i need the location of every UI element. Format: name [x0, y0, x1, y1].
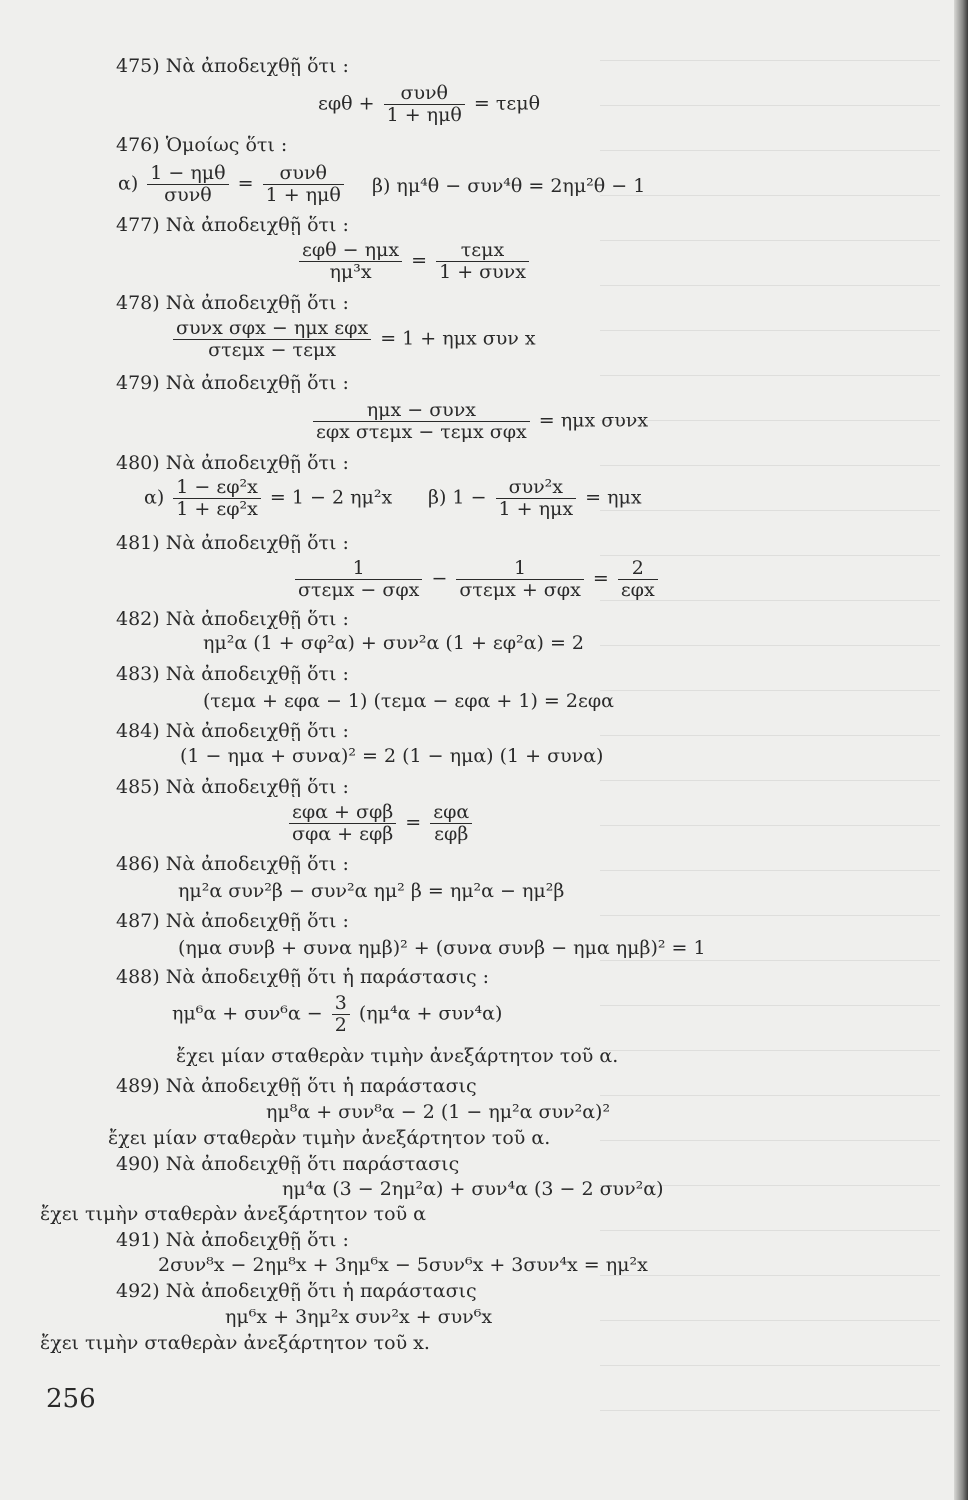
problem-475-lhs: εφθ +: [318, 92, 375, 115]
fraction-denominator: 2: [334, 1014, 347, 1036]
problem-481-fraction-3: [618, 558, 658, 601]
problem-480-label: 480) Νὰ ἀποδειχθῇ ὅτι :: [116, 452, 349, 474]
problem-480-a-rhs: = 1 − 2 ημ²x: [269, 486, 393, 509]
problem-478-label: 478) Νὰ ἀποδειχθῇ ὅτι :: [116, 292, 349, 314]
problem-488-expr-rhs: (ημ⁴α + συν⁴α): [358, 1002, 503, 1025]
fraction-numerator: 1: [295, 558, 422, 580]
problem-477-right-fraction: [436, 240, 529, 283]
fraction-denominator: εφβ: [434, 823, 469, 845]
fraction-numerator: 1 − εφ²x: [173, 477, 261, 499]
part-a-label: α): [144, 486, 165, 509]
fraction-numerator: συνθ: [384, 83, 465, 105]
problem-488-expr-lhs: ημ⁶α + συν⁶α −: [172, 1002, 323, 1025]
problem-481-equation: [292, 558, 661, 601]
problem-477-equation: [296, 240, 532, 283]
problem-492-expression: ημ⁶x + 3ημ²x συν²x + συν⁶x: [225, 1306, 493, 1328]
problem-478-fraction: [173, 318, 371, 361]
fraction-numerator: συνx σφx − ημx εφx: [173, 318, 371, 340]
problem-489-label: 489) Νὰ ἀποδειχθῇ ὅτι ἡ παράστασις: [116, 1075, 477, 1097]
fraction-numerator: 3: [332, 993, 350, 1015]
problem-492-label: 492) Νὰ ἀποδειχθῇ ὅτι ἡ παράστασις: [116, 1280, 477, 1302]
problem-482-equation: ημ²α (1 + σφ²α) + συν²α (1 + εφ²α) = 2: [203, 632, 585, 654]
bleed-through-texture: [600, 30, 940, 1430]
part-b-label: β) 1 −: [428, 486, 487, 509]
problem-491-label: 491) Νὰ ἀποδειχθῇ ὅτι :: [116, 1229, 349, 1251]
fraction-numerator: 1: [456, 558, 583, 580]
problem-483-label: 483) Νὰ ἀποδειχθῇ ὅτι :: [116, 663, 349, 685]
problem-478-equation: [170, 318, 536, 361]
equals-sign: =: [405, 811, 422, 834]
problem-477-left-fraction: [299, 240, 402, 283]
problem-476-label: 476) Ὁμοίως ὅτι :: [116, 134, 288, 156]
problem-478-rhs: = 1 + ημx συν x: [380, 327, 536, 350]
problem-488-label: 488) Νὰ ἀποδειχθῇ ὅτι ἡ παράστασις :: [116, 966, 490, 988]
fraction-denominator: 1 + συνx: [439, 261, 526, 283]
problem-492-tail: ἔχει τιμὴν σταθερὰν ἀνεξάρτητον τοῦ x.: [40, 1332, 430, 1354]
part-a-label: α): [118, 172, 139, 195]
problem-484-label: 484) Νὰ ἀποδειχθῇ ὅτι :: [116, 720, 349, 742]
problem-488-fraction: [332, 993, 350, 1036]
fraction-denominator: ημ³x: [329, 261, 372, 283]
problem-476-part-b: β) ημ⁴θ − συν⁴θ = 2ημ²θ − 1: [372, 175, 646, 197]
problem-483-equation: (τεμα + εφα − 1) (τεμα − εφα + 1) = 2εφα: [203, 690, 614, 712]
fraction-denominator: 1 + ημθ: [265, 184, 341, 206]
fraction-numerator: εφθ − ημx: [299, 240, 402, 262]
problem-480-a-fraction: [173, 477, 261, 520]
fraction-denominator: εφx στεμx − τεμx σφx: [316, 421, 527, 443]
fraction-numerator: εφα + σφβ: [289, 802, 396, 824]
problem-490-label: 490) Νὰ ἀποδειχθῇ ὅτι παράστασις: [116, 1153, 460, 1175]
fraction-numerator: ημx − συνx: [313, 400, 530, 422]
fraction-numerator: συνθ: [263, 163, 344, 185]
equals-sign: =: [411, 249, 428, 272]
problem-484-equation: (1 − ημα + συνα)² = 2 (1 − ημα) (1 + συνα): [180, 745, 604, 767]
problem-480-b-fraction: [496, 477, 577, 520]
page-number: 256: [46, 1384, 96, 1414]
minus-sign: −: [431, 567, 448, 590]
problem-476-part-a: [118, 163, 347, 206]
fraction-numerator: συν²x: [496, 477, 577, 499]
problem-475-equation: [318, 83, 540, 126]
problem-488-tail: ἔχει μίαν σταθερὰν τιμὴν ἀνεξάρτητον τοῦ α.: [176, 1045, 619, 1067]
fraction-denominator: στεμx − τεμx: [208, 339, 336, 361]
problem-477-label: 477) Νὰ ἀποδειχθῇ ὅτι :: [116, 214, 349, 236]
problem-479-fraction: [313, 400, 530, 443]
problem-485-right-fraction: [430, 802, 472, 845]
fraction-numerator: τεμx: [436, 240, 529, 262]
fraction-denominator: 1 + ημθ: [386, 104, 462, 126]
problem-480-b-rhs: = ημx: [585, 486, 642, 509]
problem-479-equation: [310, 400, 648, 443]
fraction-denominator: 1 + εφ²x: [176, 498, 258, 520]
fraction-numerator: εφα: [430, 802, 472, 824]
fraction-denominator: σφα + εφβ: [292, 823, 394, 845]
fraction-denominator: συνθ: [164, 184, 212, 206]
fraction-denominator: 1 + ημx: [498, 498, 574, 520]
problem-491-equation: 2συν⁸x − 2ημ⁸x + 3ημ⁶x − 5συν⁶x + 3συν⁴x = ημ²x: [158, 1254, 648, 1276]
problem-486-equation: ημ²α συν²β − συν²α ημ² β = ημ²α − ημ²β: [178, 880, 565, 902]
fraction-denominator: εφx: [620, 579, 655, 601]
fraction-numerator: 2: [618, 558, 658, 580]
problem-490-tail: ἔχει τιμὴν σταθερὰν ἀνεξάρτητον τοῦ α: [40, 1203, 427, 1225]
problem-481-label: 481) Νὰ ἀποδειχθῇ ὅτι :: [116, 532, 349, 554]
problem-488-expression: [172, 993, 502, 1036]
problem-479-label: 479) Νὰ ἀποδειχθῇ ὅτι :: [116, 372, 349, 394]
equals-sign: =: [592, 567, 609, 590]
problem-490-expression: ημ⁴α (3 − 2ημ²α) + συν⁴α (3 − 2 συν²α): [282, 1178, 664, 1200]
problem-489-tail: ἔχει μίαν σταθερὰν τιμὴν ἀνεξάρτητον τοῦ α.: [108, 1127, 551, 1149]
equals-sign: =: [237, 172, 254, 195]
problem-485-left-fraction: [289, 802, 396, 845]
problem-475-rhs: = τεμθ: [473, 92, 541, 115]
problem-480-part-a: [144, 477, 392, 520]
problem-485-label: 485) Νὰ ἀποδειχθῇ ὅτι :: [116, 776, 349, 798]
problem-476-left-fraction: [147, 163, 228, 206]
fraction-numerator: 1 − ημθ: [147, 163, 228, 185]
problem-480-part-b: [428, 477, 642, 520]
problem-482-label: 482) Νὰ ἀποδειχθῇ ὅτι :: [116, 608, 349, 630]
problem-485-equation: [286, 802, 475, 845]
problem-481-fraction-2: [456, 558, 583, 601]
problem-486-label: 486) Νὰ ἀποδειχθῇ ὅτι :: [116, 853, 349, 875]
fraction-denominator: στεμx + σφx: [459, 579, 581, 601]
problem-487-label: 487) Νὰ ἀποδειχθῇ ὅτι :: [116, 910, 349, 932]
problem-479-rhs: = ημx συνx: [538, 409, 649, 432]
problem-487-equation: (ημα συνβ + συνα ημβ)² + (συνα συνβ − ημα ημβ)² = 1: [178, 937, 706, 959]
fraction-denominator: στεμx − σφx: [298, 579, 420, 601]
problem-489-expression: ημ⁸α + συν⁸α − 2 (1 − ημ²α συν²α)²: [266, 1101, 611, 1123]
problem-476-right-fraction: [263, 163, 344, 206]
problem-475-label: 475) Νὰ ἀποδειχθῇ ὅτι :: [116, 55, 349, 77]
problem-475-fraction: [384, 83, 465, 126]
page-binding-edge: [954, 0, 968, 1500]
problem-481-fraction-1: [295, 558, 422, 601]
